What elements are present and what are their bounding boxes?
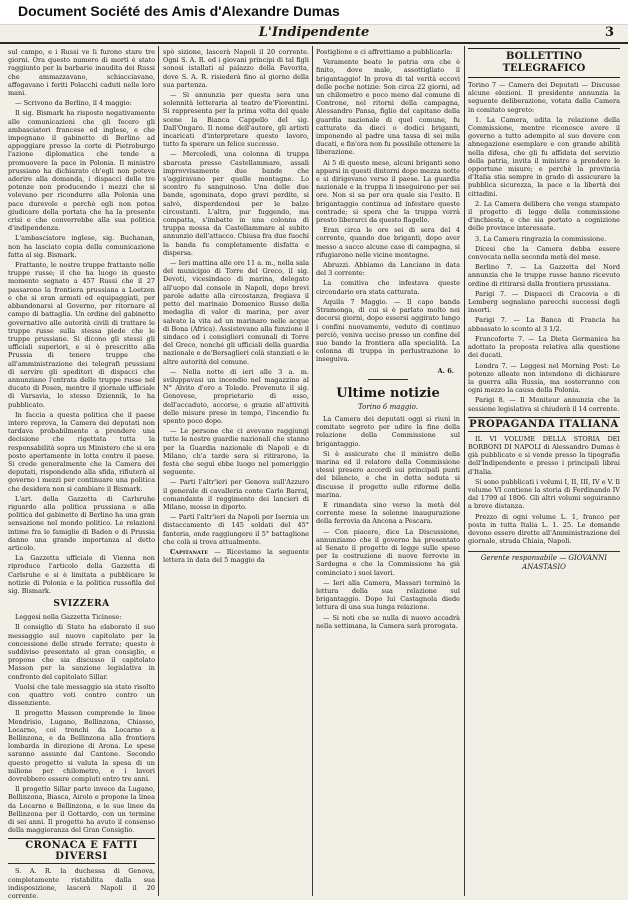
article-paragraph: — Ieri mattina alle ore 11 a. m., nella sala del municipio di Torre del Greco, il sig. Devoti, vicesindaco di marina, delegato all'uopo dal console in Napoli, dopo brevi parole adatte alla circostanza, fregiava il petto del marinaio Domenico Russo della medaglia di valor di marina, per aver salvato la vita ad un marinaro nelle acque di Bona (Africa). Assistevano alla funzione il sindaco ed i consiglieri comunali di Torre del Greco, nonché gli ufficiali della guardia nazionale e de'Bersaglieri colà stanziati e le altre autorità del comune. (163, 259, 309, 366)
section-heading-cronaca: CRONACA E FATTI DIVERSI (8, 838, 155, 864)
divider (368, 379, 408, 380)
article-paragraph: Eran circa le ore sei di sera del 4 corrente, quando due briganti, dopo aver messo a sacco alcune case di campagna, si rifugiarono nelle vicine montagne. (316, 226, 460, 259)
header-strip (0, 0, 628, 25)
article-paragraph: — Con piacere, dice La Discussione, annunziamo che il governo ha presentato al Senato il progetto di legge sulle spese per la costruzione di nuove ferrovie in Sardegna e che la Commissione ha già cominciato i suoi lavori. (316, 527, 460, 577)
article-paragraph: E rimandata sino verso la metà del corrente mese la solenne inaugurazione della ferrovia da Ancona a Pescara. (316, 500, 460, 526)
article-paragraph: Frattanto, le nostre truppe frattanto nelle truppe russe; il che ha luogo in questo momento segnato a 457 Russi che il 27 passarono la frontiera prussiana a Loetzen e che si eran armati ed equipaggiati, per abbandonarsi al Governo, per ritornare al campo di battaglia. Un ordine del gabinetto governativo alle autorità civili di trattare le truppe russe sulla stessa piede che le truppe prussiane. Si dicono gli stessi gli ufficiali superiori, e si è prescritto alla Prussia di tenere truppe che all'amministrazione dei telegrafi prussiani di servire gli speditori di dispacci che annunziano l'entrata delle truppe russe nel ducato di Posen, mentre il giornale ufficiale di Varsavia, lo stesso Dziennik, lo ha pubblicato. (8, 261, 155, 409)
article-paragraph: Torino 7 — Camera dei Deputati — Discusse alcune elezioni. Il presidente annunzia la seguente deliberazione, votata dalla Camera in comitato segreto: (468, 81, 620, 114)
article-paragraph: — Parti l'altr'ieri per Genova sull'Azzuro il generale di cavalleria conte Carlo Barral, comandante il reggimento dei lancieri di Milano, mosso in diporto. (163, 478, 309, 511)
article-paragraph: L'art. della Gazzetta di Carlsruhe riguardo alla politica prussiana e alla politica del gabinetto di Berlino ha una gran sensazione nel mondo politico. Le relazioni intime fra le famiglie di Baden e di Prussia danno una grande importanza al detto articolo. (8, 494, 155, 552)
column-rule (312, 46, 313, 896)
section-heading-bollettino: BOLLETTINO TELEGRAFICO (468, 48, 620, 78)
section-heading-capitanate: Capitanate (170, 547, 209, 556)
article-paragraph: Postiglione e ci affrettiamo a pubblicarla: (316, 48, 453, 56)
article-paragraph: Il consiglio di Stato ha elaborato il suo messaggio sul nuovo capitolato per la concessione delle strade ferrate; questo è suddiviso presentato al gran consiglio, e propone che sia discusso il capitolato Masson per la sanzione legislativa in confronto del capitolato Sillar. (8, 623, 155, 681)
section-heading-propaganda: PROPAGANDA ITALIANA (469, 418, 619, 430)
article-paragraph: — Ieri alla Camera, Massari terminò la lettura della sua relazione sul brigantaggio. Dopo lui Castagnola diede lettura di una sua lunga relazione. (316, 578, 460, 612)
article-paragraph: La Gazzetta ufficiale di Vienna non riproduce l'articolo della Gazzetta di Carlsruhe e si è limitata a pubblicare le notizie di Polonia e la politica russofila del sig. Bismark. (8, 554, 155, 595)
page-number: 3 (604, 25, 614, 40)
article-paragraph: — Mercoledì, una colonna di truppa sbarcata presso Castellammare, assalì improvvisamente due bande che s'aggiravano per quelle montagne. Lo scontro fu sanguinoso. Una delle due bande, sgominata, dopo gravi perdite, si salvò, disperdendosi per le balze circostanti. L'altra, pur fuggendo, ma compatta, s'imbatte in una colonna di truppa mossa da Castellammare al subito annunzio dell'attacco. Chiusa fra due fuochi la banda fu completamente disfatta e dispersa. (163, 150, 309, 257)
section-heading-svizzera: SVIZZERA (53, 599, 110, 610)
article-paragraph: — Si noti che se nulla di nuovo accadrà nella settimana, la Camera sarà prorogata. (316, 613, 460, 630)
article-paragraph: Si è assicurato che il ministro della marina ed il relatore della Commissione stessi presero accordi sui principali punti del bilancio, e che in detta seduta si discusse il progetto sulle riforme della marina. (316, 449, 460, 499)
article-paragraph: — Si annunzia per questa sera una solennità letteraria al teatro de'Fiorentini. Si rappresenta per la prima volta del quale scene la Bianca Cappello del sig. Dall'Ongaro. Il nome dell'autore, gli artisti incaricati d'interpretare questo lavoro, tutto fa sperare un felice successo. (163, 91, 309, 149)
article-paragraph: S. A. R. la duchessa di Genova, completamente ristabilita dalla sua indisposizione, lascerà Napoli il 20 corrente. (8, 867, 155, 900)
manager-line: Gerente responsabile — GIOVANNI ANASTASIO (468, 551, 620, 570)
article-paragraph: — Le persone che ci avevano raggiungi tutte le nostre guardie nazionali che stanno per la Guardia nazionale di Napoli e di Milano, ch'a tarde sera si ritirarono, la festa che seguì ebbe luogo nel pomeriggio seguente. (163, 427, 309, 477)
article-paragraph: — Nella notte di ieri alle 3 a. m. sviluppavasi un incendio nel magazzino al N° Alvito d'oro a Toledo. Prevenuto il sig. Genovese, proprietario di esso, dell'accaduto, accorse, e grazie all'attività delle misure prese in tempo, l'incendio fu spento poco dopo. (163, 367, 309, 425)
article-paragraph: Abruzzi. Abbiamo da Lanciano in data del 3 corrente: (316, 261, 460, 278)
column-rule (158, 46, 159, 896)
article-paragraph: Parigi 7. — La Banca di Francia ha abbassato lo sconto al 3 1/2. (468, 316, 620, 333)
article-paragraph: Aquila 7 Maggio. — Il capo banda Stramonga, di cui si è parlato molto nei decorsi giorni, dopo essersi aggirato lungo i confini nuovamente, veduto di continuo perciò, veniva ucciso presso un confine del suo bando la frontiera alla specialità. La colonna di truppa in perlustrazione lo inseguiva. (316, 297, 460, 364)
article-paragraph: Il progetto Sillar parte invece da Lugano, Bellinzona, Biasca, Airolo e propone la linea da Locarno e Bellinzona, e le sue linee da Bellinzona per il Gottardo, con un termine di sei anni. Il progetto ha avuto il consenso della maggioranza del Gran Consiglio. (8, 785, 155, 835)
masthead (0, 24, 628, 44)
article-paragraph: sul campo, e i Russi ve li furono stare tre giorni. Ora questo numero di morti è stato raggiunto per la barbarie inaudita dei Russi che ammazzavano, schiacciavano, affogavano i feriti Polacchi caduti nelle loro mani. (8, 48, 155, 98)
article-paragraph: 2. La Camera delibera che venga stampato il progetto di legge della commissione d'inchiesta, e che sia portato a cognizione delle province interessate. (468, 199, 620, 233)
article-paragraph: Il progetto Masson comprende le linee Mendrisio, Lugano, Bellinzona, Chiasso, Locarno, coi tronchi da Locarno a Bellinzona, e da Bellinzona alla frontiera lombarda in direzione di Arona. Le spese saranno assunte dal Cantone. Secondo questo progetto si valuta la spesa di un milione per chilometro, e i lavori dovrebbero essere compiuti entro tre anni. (8, 709, 155, 784)
column-2 (163, 48, 309, 894)
column-rule (464, 46, 465, 896)
masthead-title: L'Indipendente (258, 25, 370, 40)
article-paragraph: IL VI VOLUME DELLA STORIA DEI BORBONI DI NAPOLI di Alessandro Dumas è già pubblicato e si vende presso la tipografia dell'Indipendente e presso i principali librai d'Italia. (468, 434, 620, 476)
article-paragraph: Ai 5 di questo mese, alcuni briganti sono apparsi in questi dintorni dopo mezza notte e si dirigevano verso il paese. La guardia nazionale e la truppa li inseguirono per sei ore. Non si sa per ora quale sia l'esito. Il brigantaggio continua ad infestare queste contrade; si spera che la truppa vorrà presto liberarci da questo flagello. (316, 158, 460, 225)
article-paragraph: Dicesi che la Camera debba essere convocata nella seconda metà del mese. (468, 244, 620, 262)
column-1 (8, 48, 155, 900)
article-paragraph: Prezzo di ogni volume L. 1, franco per posta in tutta Italia L. 1. 25. Le domande devono essere dirette all'Amministrazione del giornale, strada Chiaia, Napoli. (468, 512, 620, 546)
site-caption: Document Société des Amis d'Alexandre Dumas (18, 3, 340, 19)
column-3 (316, 48, 460, 894)
article-paragraph: 3. La Camera ringrazia la commissione. (475, 234, 607, 243)
article-paragraph: Vuolsi che tale messaggio sia stato risolto con quattro voti contro contro un dissenziente. (8, 682, 155, 708)
article-paragraph: La comitiva che infestava queste circondario era stata catturata. (316, 279, 460, 296)
article-paragraph: In faccia a questa politica che il paese intero reprova, la Camera dei deputati non tardava probabilmente a prendere una decisione che rigettata tutta la responsabilità sopra un Ministero che si era posto apertamente in lotta contro il paese. Si crede generalmente che la Camera dei deputati, rispondendo alla sfida, rifiuterà al governo i mezzi per continuare una politica che desidera non si cambiare il Bismark. (8, 410, 155, 493)
article-paragraph: Francoforte 7. — La Dieta Germanica ha adottato la proposta relativa alla questione dei ducati. (468, 334, 620, 360)
section-heading-ultime: Ultime notizie (336, 385, 440, 401)
article-paragraph: — Scrivono da Berlino, il 4 maggio: (15, 99, 132, 108)
article-signature: A. 6. (437, 366, 454, 375)
article-paragraph: 1. La Camera, udita la relazione della Commissione, mentre riconosce avere il governo a tutto adempito al suo dovere con abnegazione esemplare e con grande abilità nella difesa, che gli fu affidata del servizio della patria, invita il ministro a prendere le opportune misure; e perchè la provincia d'Italia stia sempre in grado di assicurare la pubblica sicurezza, la pace e la libertà dei cittadini. (468, 115, 620, 198)
column-4 (468, 48, 620, 894)
article-paragraph: Londra 7. — Leggesi nel Morning Post: Le potenze alleate non intendono di dichiarare la guerra alla Russia, ma sosterranno con ogni mezzo la causa della Polonia. (468, 361, 620, 395)
article-paragraph: Berlino 7. — La Gazzetta del Nord annunzia che le truppe russe hanno ricevuto ordine di ritirarsi dalla frontiera prussiana. (468, 263, 620, 288)
article-paragraph: L'ambasciatore inglese, sig. Buchanan, non ha lasciato copia della comunicazione fatta al sig. Bismark. (8, 234, 155, 259)
article-paragraph: Parigi 7. — Dispacci di Cracovia e di Lemberg segnalano parecchi successi degli insorti. (468, 289, 620, 315)
article-paragraph: Veramente beate le patria ora che è finito, dove male, assottigliato il brigantaggio! In prova di tal verità eccovi delle poche notizie: Son circa 22 giorni, ad un chilometro e poco meno dal comune di Controne, nel ritorni della campagna, Alessandro Pansa, figlio del capitano della guardia nazionale di quel comune, fu catturato da dieci o dodici briganti, imponendo al padre una tassa di sei mila ducati, e fin'ora non fu possibile ottenere la liberazione. (316, 58, 460, 157)
dateline: Torino 6 maggio. (358, 402, 418, 411)
article-paragraph: — Riceviamo la seguente lettera in data del 5 maggio da (163, 547, 309, 565)
article-paragraph: Il sig. Bismark ha risposto negativamente alle comunicazioni che gli fecero gli ambasciatori francese ed inglese, e che impegnano il gabinetto di Berlino ad appoggiare presso la corte di Pietroburgo l'azione diplomatica che tende a promuovere la pace in Polonia. Il ministro prussiano ha dichiarato ch'egli non poteva aderire alla domanda, i dispacci delle tre potenze non producendo i mezzi che si volevano per ricondurre alla Polonia una pace durevole e perchè egli non potea giudicare della portata che ha la presente crisi e che converrebbe alla sua politica d'indipendenza. (8, 109, 155, 233)
article-paragraph: Parigi 8. — Il Moniteur annunzia che la sessione legislativa si chiuderà il 14 corrente. (468, 396, 620, 413)
article-paragraph: Leggesi nella Gazzetta Ticinese: (15, 613, 122, 622)
article-paragraph: — Partì l'altr'ieri da Napoli per Isernia un distaccamento di 145 soldati del 45° fanteria, onde raggiungere il 5° battaglione che colà si trova attualmente. (163, 513, 309, 546)
article-paragraph: spò sizione, lascerà Napoli il 20 corrente. Ogni S. A. R. ed i giovani principi di tal figli sonosi istallati al palazzo della Favorita, dove S. A. R. risiederà fino al giorno della sua partenza. (163, 48, 309, 89)
article-paragraph: Si sono pubblicati i volumi I, II, III, IV e V. Il volume VI contiene la storia di Ferdinando IV dal 1799 al 1806. Gli altri volumi seguiranno a breve distanza. (468, 477, 620, 511)
article-paragraph: La Camera dei deputati oggi si riunì in comitato segreto per udire la fine della relazione della Commissione sul brigantaggio. (316, 414, 460, 448)
